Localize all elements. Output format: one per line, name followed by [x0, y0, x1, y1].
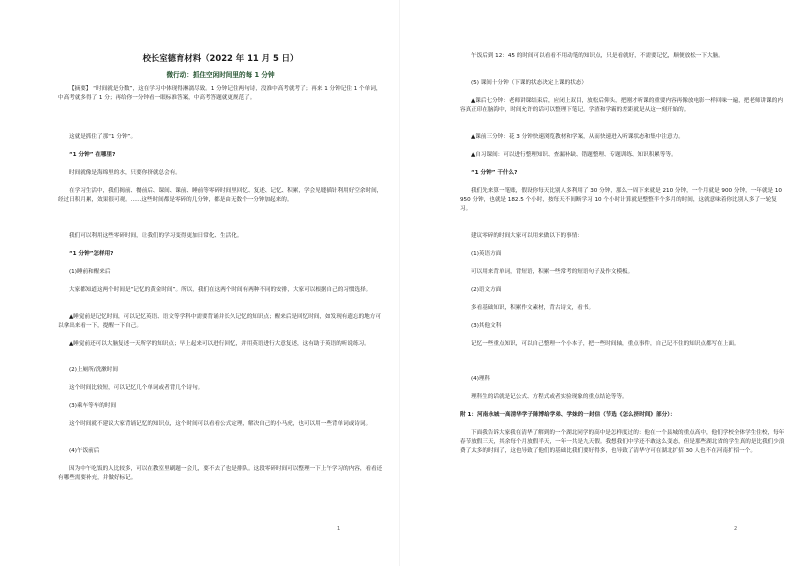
document-subtitle: 微行动：抓住空闲时间里的每 1 分钟: [166, 71, 275, 79]
appendix-heading: 附 1：河南永城一高清华学子陈博给学弟、学妹的一封信（节选《怎么挤时间》部分）：: [460, 412, 676, 418]
page-number: 1: [337, 526, 341, 532]
paragraph: 大家都知道这两个时间是“记忆的黄金时间”。所以，我们在这两个时间有两种不同的安排，大家可以根据自己的习惯选择。: [69, 287, 372, 293]
document-title: 校长室德育材料（2022 年 11 月 5 日）: [142, 53, 299, 63]
paragraph: 午饭后到 12：45 的时间可以看看不用动笔的知识点，只是看就好，不需要记忆，顺便放松一下大脑。: [471, 53, 724, 59]
paragraph: 这个时间就不建议大家背诵记忆的知识点，这个时间可以看看公式定理，解决自己的小马虎，也可以用一些背单词或诗词。: [69, 421, 372, 427]
paragraph: 我们可以利用这些零碎时间，让我们的学习变得更加日常化、生活化。: [69, 233, 243, 239]
paragraph: ▲自习课间：可以进行整理知识、查漏补缺、错题整理、专题训练、知识积累等等。: [471, 152, 677, 158]
paragraph: ▲课前三分钟：花 3 分钟快速浏览教材和学案，从而快速进入听课状态和集中注意力。: [471, 134, 684, 140]
paragraph: 下面我告诉大家我在清华了解到的一个湖北同学的高中是怎样度过的：他在一个县城的重点高中，他们学校全体学生住校，每年春节放假三天，其余每个月放假半天，一年一共是九天假。我想我们中学还不敢这么变态，但是那些湖北省的学生真的是比我们少浪费了太多的时间了，这也导致了他们的基础比我们要好得多，也导致了清华守可在湖北扩招 30 人也不在河南扩招一个。: [460, 430, 785, 454]
list-heading: (1)睡前和醒来后: [69, 269, 111, 275]
list-heading: (2)上厕所/洗漱时间: [69, 367, 118, 373]
section-heading: “1 分钟”怎样用?: [69, 251, 114, 257]
paragraph: 可以用来背单词，背短语，积累一些常考的短语句子及作文模板。: [471, 269, 634, 275]
paragraph: 这个时间比较短，可以记忆几个单词或者背几个诗句。: [69, 385, 204, 391]
list-heading: (5) 课间十分钟（下课的状态决定上课的状态）: [471, 80, 587, 86]
page-2: [400, 0, 800, 566]
paragraph: 因为中午吃饭的人比较多，可以在教室里刷题一会儿，要不去了也是排队。这段零碎时间可以整理一下上午学习的内容，看看还有哪些需要补充，并做好标记。: [58, 466, 383, 481]
list-heading: (4)午饭前后: [69, 448, 100, 454]
page-number: 2: [734, 526, 738, 532]
paragraph: ▲课后七分钟：老师讲课结束后，应闭上双目，放松后仰头，把刚才听课的重要内容再像放电影一样回味一遍，把老师讲课的内容真正印在脑海中，时间允许的话可以整理下笔记，学渣和学霸的差距就是从这一刻开始的。: [460, 98, 783, 113]
section-heading: “1 分钟” 在哪里?: [69, 152, 116, 158]
list-heading: (4)理科: [471, 376, 491, 382]
list-heading: (3)其他文科: [471, 323, 502, 329]
paragraph: 时间就像是海绵里的水，只要你挤就总会有。: [69, 170, 181, 176]
list-heading: (1)英语方面: [471, 251, 502, 257]
paragraph: 建议零碎的时间大家可以用来做以下的事情：: [471, 233, 583, 239]
paragraph: ▲睡觉前还可以大脑复述一天所学的知识点；早上起来可以进行回忆，并用英语进行大意复述，这有助于英语的听说练习。: [69, 341, 370, 347]
paragraph: 理科生的话就是记公式、方程式或者实验现象的重点结论等等。: [471, 394, 628, 400]
paragraph: ▲睡觉前是记忆时间，可以记忆英语、语文等学科中需要背诵并长久记忆的知识点；醒来后是回忆时间，如发现有遗忘的地方可以拿出来看一下，提醒一下自己。: [58, 314, 381, 329]
paragraph: 多看基础知识，积累作文素材，背古诗文，看书。: [471, 305, 595, 311]
paragraph: 我们先来算一笔账，假设你每天比别人多利用了 30 分钟，那么一周下来就是 210 分钟，一个月就是 900 分钟，一年就是 10950 分钟，也就是 182.5 个小时，按每天不间断学习 10 个小时计算就是整整半个多月的时间，这就意味着你比别人多了一轮复习。: [460, 188, 782, 212]
paragraph: 记忆一些重点知识，可以自己整理一个小本子，把一些时间轴，重点事件，自己记不住的知识点都写在上面。: [471, 341, 740, 347]
list-heading: (2)语文方面: [471, 287, 502, 293]
paragraph: 这就是抓住了那“1 分钟”。: [69, 134, 137, 140]
paragraph: 在学习生活中，我们揭前、餐前后、课间、课前、睡前等零碎时间里回忆、复述、记忆、积累，学会见缝插针利用好空余时间，经过日积月累，效果很可观。......这些时间都是零碎的几分钟，都是由无数个一分钟加起来的。: [58, 188, 383, 203]
list-heading: (3)乘车等车的时间: [69, 403, 117, 409]
section-heading: “1 分钟” 干什么?: [471, 170, 518, 176]
abstract-paragraph: 【摘要】 “时间就是分数”，这在学习中体现得淋漓尽致。1 分钟记住两句诗，没准中高考就考了；再来 1 分钟记住 1 个单词，中高考就多得了 1 分；再给你一分钟看一眼标准答案，中高考答题就更规范了。: [58, 86, 382, 101]
